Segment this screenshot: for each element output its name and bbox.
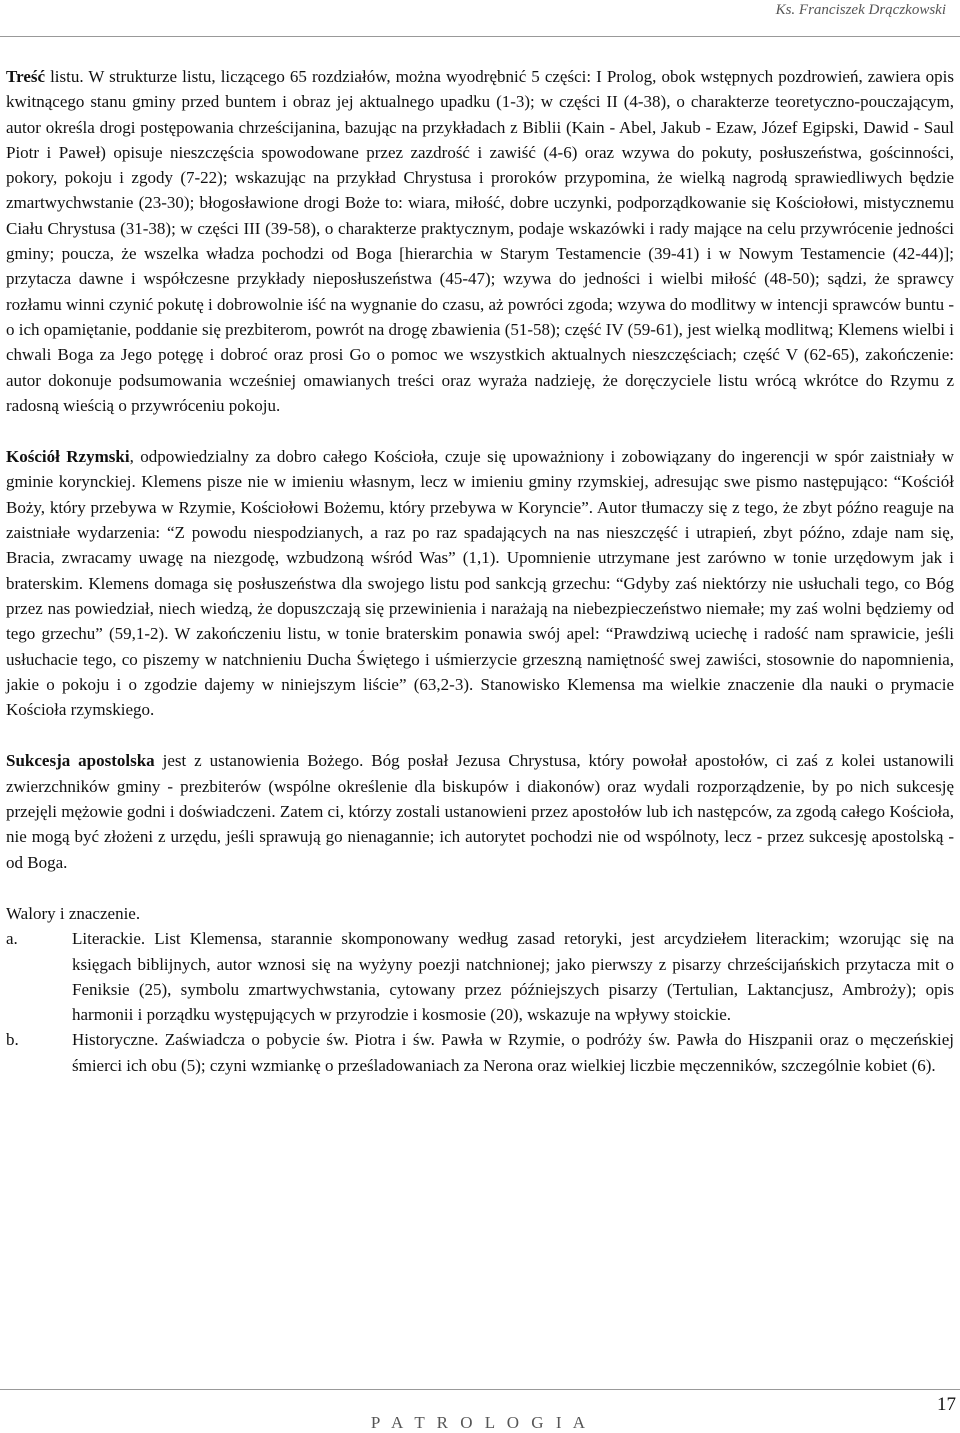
footer-title: P A T R O L O G I A <box>370 1413 590 1432</box>
text-tresc: listu. W strukturze listu, liczącego 65 rozdziałów, można wyodrębnić 5 części: I Prolog, obok wstępnych pozdrowień, zawiera opis kwitnącego stanu gminy przed buntem i obraz jej aktualnego upadku (1-3); w części II (4-38), o charakterze teoretyczno-pouczającym, autor określa drogi postępowania chrześcijanina, bazując na przykładach z Biblii (Kain - Abel, Jakub - Ezaw, Józef Egipski, Dawid - Saul Piotr i Paweł) opisuje nieszczęścia spowodowane przez zazdrość i zawiść (4-6) oraz wzywa do pokuty, posłuszeństwa, gościnności, pokory, pokoju i zgody (7-22); wskazując na przykład Chrystusa i proroków przypomina, że wielką nagrodą sprawiedliwych będzie zmartwychwstanie (23-30); błogosławione drogi Boże to: wiara, miłość, dobre uczynki, podporządkowanie się Kościołowi, mistycznemu Ciału Chrystusa (31-38); w części III (39-58), o charakterze praktycznym, podaje wskazówki i rady mające na celu przywrócenie jedności gminy; poucza, że wszelka władza pochodzi od Boga [hierarchia w Starym Testamencie (39-41) i w Nowym Testamencie (42-44)]; przytacza dawne i współczesne przykłady nieposłuszeństwa (45-47); wzywa do jedności i wielbi miłość (48-50); sądzi, że sprawcy rozłamu winni czynić pokutę i dobrowolnie iść na wygnanie do czasu, aż powróci zgoda; wzywa do modlitwy w intencji sprawców buntu - o ich opamiętanie, poddanie się prezbiterom, powrót na drogę zbawienia (51-58); część IV (59-61), jest wielką modlitwą; Klemens wielbi i chwali Boga za Jego potęgę i dobroć oraz prosi Go o pomoc we wszystkich aktualnych nieszczęściach; część V (62-65), zakończenie: autor dokonuje podsumowania wcześniej omawianych treści oraz wyraża nadzieję, że doręczyciele listu wrócą wkrótce do Rzymu z radosną wieścią o przywróceniu pokoju. <box>6 67 954 415</box>
footer-rule <box>0 1389 960 1390</box>
page-content <box>6 64 954 1078</box>
text-kosciol-rzymski: , odpowiedzialny za dobro całego Kościoła, czuje się upoważniony i zobowiązany do ingerencji w spór zaistniały w gminie korynckiej. Klemens pisze nie w imieniu własnym, lecz w imieniu gminy rzymskiej, adresując swe pismo następująco: “Kościół Boży, który przebywa w Rzymie, Kościołowi Bożemu, który przebywa w Koryncie”. Autor tłumaczy się z tego, że zbyt późno reaguje na zaistniałe wydarzenia: “Z powodu niespodzianych, a raz po raz spadających na nas nieszczęść i utrapień, zbyt późno, zdaje nam się, Bracia, zwracamy uwagę na niezgodę, wzbudzoną wśród Was” (1,1). Upomnienie utrzymane jest zarówno w tonie urzędowym jak i braterskim. Klemens domaga się posłuszeństwa dla swojego listu pod sankcją grzechu: “Gdyby zaś niektórzy nie usłuchali tego, co Bóg przez nas powiedział, niech wiedzą, że dopuszczają się przewinienia i narażają na niebezpieczeństwo niemałe; my zaś wolni będziemy od tego grzechu” (59,1-2). W zakończeniu listu, w tonie braterskim ponawia swój apel: “Prawdziwą uciechę i radość nam sprawicie, jeśli usłuchacie tego, co piszemy w natchnieniu Ducha Świętego i uśmierzycie grzeszną namiętność swej zawiści, stosownie do napomnienia, jakie o pokoju i o zgodzie dajemy w niniejszym liście” (63,2-3). Stanowisko Klemensa ma wielkie znaczenie dla nauki o prymacie Kościoła rzymskiego. <box>6 447 954 720</box>
list-item <box>6 926 954 1027</box>
heading-walory: Walory i znaczenie. <box>6 903 141 923</box>
header-rule <box>0 36 960 37</box>
paragraph-sukcesja <box>6 748 954 874</box>
list-marker: b. <box>6 1030 19 1050</box>
paragraph-kosciol-rzymski <box>6 444 954 722</box>
page-number: 17 <box>937 1394 956 1415</box>
paragraph-tresc <box>6 64 954 418</box>
heading-sukcesja: Sukcesja apostolska <box>6 751 155 771</box>
running-header-author: Ks. Franciszek Drączkowski <box>775 2 946 18</box>
list-marker: a. <box>6 929 18 949</box>
list-item <box>6 1027 954 1078</box>
heading-kosciol-rzymski: Kościół Rzymski <box>6 447 130 467</box>
heading-tresc: Treść <box>6 67 46 86</box>
text-sukcesja: jest z ustanowienia Bożego. Bóg posłał Jezusa Chrystusa, który powołał apostołów, ci zaś z kolei ustanowili zwierzchników gminy - prezbiterów (wspólne określenie dla biskupów i diakonów) oraz wydali rozporządzenie, by po nich sukcesję przejęli mężowie godni i doświadczeni. Zatem ci, którzy zostali ustanowieni przez apostołów lub ich następców, za zgodą całego Kościoła, nie mogą być złożeni z urzędu, jeśli sprawują go nienagannie; ich autorytet pochodzi nie od wspólnoty, lecz - przez sukcesję apostolską - od Boga. <box>6 751 954 872</box>
list-item-text: Historyczne. Zaświadcza o pobycie św. Piotra i św. Pawła w Rzymie, o podróży św. Pawła do Hiszpanii oraz o męczeńskiej śmierci ich obu (5); czyni wzmiankę o prześladowaniach za Nerona oraz wielkiej liczbie męczenników, szczególnie kobiet (6). <box>72 1030 954 1075</box>
list-item-text: Literackie. List Klemensa, starannie skomponowany według zasad retoryki, jest arcydziełem literackim; wzorując się na księgach biblijnych, autor wznosi się na wyżyny poezji natchnionej; jako pierwszy z pisarzy chrześcijańskich przytacza mit o Feniksie (25), symbolu zmartwychwstania, cytowany przez późniejszych pisarzy (Tertulian, Laktancjusz, Ambroży); opis harmonii i porządku występujących w przyrodzie i kosmosie (20), wskazuje na wpływy stoickie. <box>72 929 954 1025</box>
